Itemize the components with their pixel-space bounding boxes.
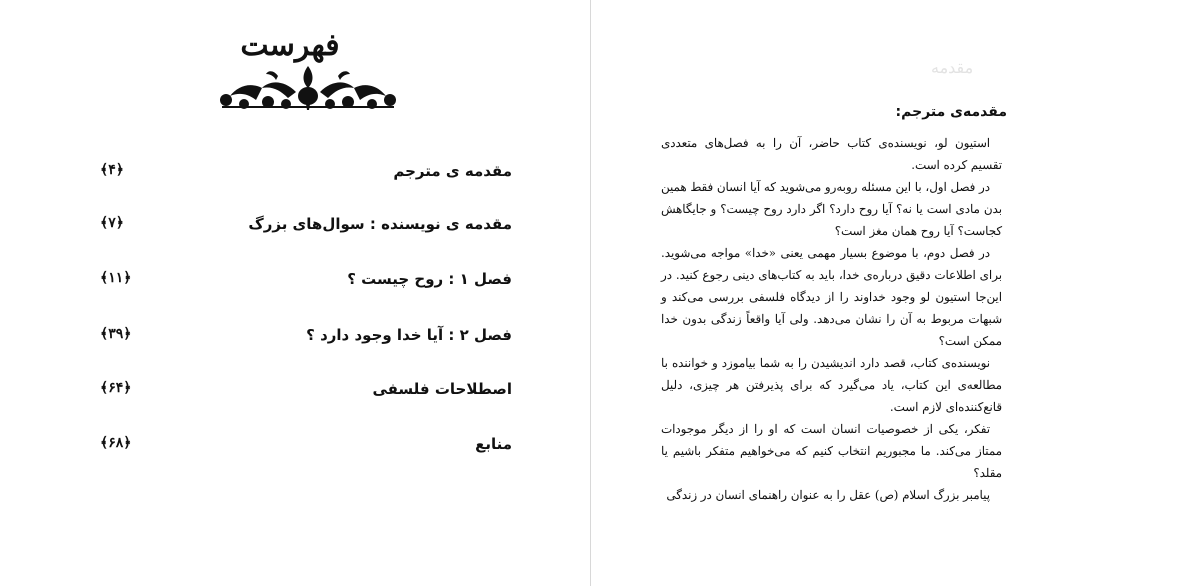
toc-page [0, 0, 590, 586]
toc-item-label: مقدمه ی مترجم [393, 162, 512, 180]
toc-item[interactable] [100, 270, 512, 300]
toc-item-page: ﴿۴﴾ [100, 162, 124, 178]
toc-item-page: ﴿۳۹﴾ [100, 326, 132, 342]
section-heading: مقدمه‌ی مترجم: [895, 104, 1007, 120]
toc-item-label: مقدمه ی نویسنده : سوال‌های بزرگ [248, 215, 512, 233]
toc-list [0, 0, 590, 586]
toc-item[interactable] [100, 380, 512, 410]
paragraph: در فصل اول، با این مسئله روبه‌رو می‌شوید که آیا انسان فقط همین بدن مادی است یا نه؟ آیا روح دارد؟ اگر دارد روح چیست؟ و جایگاهش کجاست؟ آیا روح همان مغز است؟ [661, 180, 1002, 238]
toc-item-page: ﴿۶۸﴾ [100, 435, 132, 451]
paragraph: در فصل دوم، با موضوع بسیار مهمی یعنی «خدا» مواجه می‌شوید. برای اطلاعات دقیق درباره‌ی خدا، باید به کتاب‌های دینی رجوع کنید. در این‌جا استیون لو وجود خداوند را از دیدگاه فلسفی بررسی می‌کند و شبهات مربوط به آن را نشان می‌دهد. ولی آیا واقعاً زندگی بدون خدا ممکن است؟ [661, 246, 1002, 348]
paragraph: تفکر، یکی از خصوصیات انسان است که او را از دیگر موجودات ممتاز می‌کند. ما مجبوریم انتخاب کنیم که می‌خواهیم متفکر باشیم یا مقلد؟ [661, 422, 1002, 480]
paragraph: پیامبر بزرگ اسلام (ص) عقل را به عنوان راهنمای انسان در زندگی [666, 488, 990, 502]
paragraph: نویسنده‌ی کتاب، قصد دارد اندیشیدن را به شما بیاموزد و خواننده با مطالعه‌ی این کتاب، یاد می‌گیرد که برای پذیرفتن هر چیزی، دلیل قانع‌کننده‌ای لازم است. [661, 356, 1002, 414]
toc-item-label: اصطلاحات فلسفی [372, 380, 512, 398]
toc-item[interactable] [100, 215, 512, 245]
toc-item-page: ﴿۱۱﴾ [100, 270, 132, 286]
text-page [591, 0, 1185, 586]
toc-item-label: منابع [475, 435, 512, 453]
toc-item-page: ﴿۶۴﴾ [100, 380, 132, 396]
toc-item-page: ﴿۷﴾ [100, 215, 124, 231]
toc-title: فهرست [240, 28, 340, 63]
body-text [661, 132, 1002, 506]
faint-header: مقدمه [931, 58, 974, 77]
toc-item-label: فصل ۱ : روح چیست ؟ [347, 270, 512, 288]
toc-item[interactable] [100, 326, 512, 356]
toc-item-label: فصل ۲ : آیا خدا وجود دارد ؟ [306, 326, 512, 344]
paragraph: استیون لو، نویسنده‌ی کتاب حاضر، آن را به فصل‌های متعددی تقسیم کرده است. [661, 136, 1002, 172]
toc-item[interactable] [100, 435, 512, 465]
toc-item[interactable] [100, 162, 512, 192]
